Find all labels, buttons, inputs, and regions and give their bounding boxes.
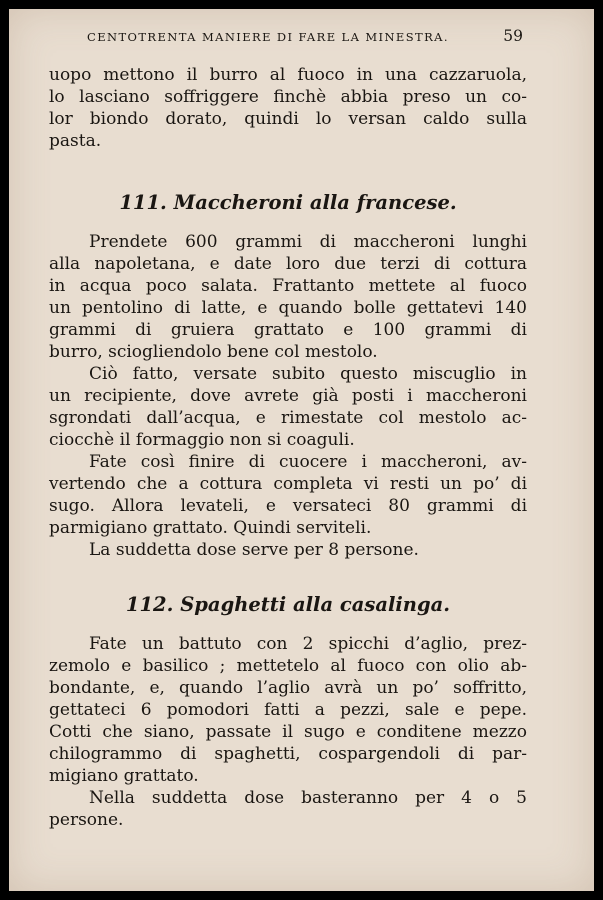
text-line: uopo mettono il burro al fuoco in una cazzaruola, bbox=[49, 65, 527, 85]
recipe-number: 111. bbox=[119, 191, 167, 214]
text-line: Fate così finire di cuocere i maccheroni, av- bbox=[89, 452, 527, 472]
recipe-title: Maccheroni alla francese. bbox=[173, 191, 457, 214]
text-line: in acqua poco salata. Frattanto mettete al fuoco bbox=[49, 276, 527, 296]
text-line: Prendete 600 grammi di maccheroni lunghi bbox=[89, 232, 527, 252]
recipe-paragraph bbox=[49, 231, 527, 363]
text-line: La suddetta dose serve per 8 persone. bbox=[89, 540, 419, 560]
text-line: bondante, e, quando l’aglio avrà un po’ soffritto, bbox=[49, 678, 527, 698]
text-line: gettateci 6 pomodori fatti a pezzi, sale e pepe. bbox=[49, 700, 527, 720]
text-line: lor biondo dorato, quindi lo versan caldo sulla bbox=[49, 109, 527, 129]
book-page bbox=[9, 9, 594, 891]
text-line: vertendo che a cottura completa vi resti un po’ di bbox=[49, 474, 527, 494]
page-number: 59 bbox=[503, 27, 523, 45]
text-line: lo lasciano soffriggere finchè abbia preso un co- bbox=[49, 87, 527, 107]
text-line: zemolo e basilico ; mettetelo al fuoco con olio ab- bbox=[49, 656, 527, 676]
text-line: grammi di gruiera grattato e 100 grammi di bbox=[49, 320, 527, 340]
recipe-paragraph bbox=[49, 539, 527, 561]
recipe-paragraph bbox=[49, 787, 527, 831]
text-line: sugo. Allora levateli, e versateci 80 grammi di bbox=[49, 496, 527, 516]
recipe-heading bbox=[49, 191, 527, 215]
text-line: Cotti che siano, passate il sugo e conditene mezzo bbox=[49, 722, 527, 742]
text-line: migiano grattato. bbox=[49, 766, 199, 786]
recipe-paragraph bbox=[49, 451, 527, 539]
text-line: alla napoletana, e date loro due terzi di cottura bbox=[49, 254, 527, 274]
text-line: sgrondati dall’acqua, e rimestate col mestolo ac- bbox=[49, 408, 527, 428]
page-body bbox=[49, 64, 527, 831]
text-line: Ciò fatto, versate subito questo miscuglio in bbox=[89, 364, 527, 384]
recipe-paragraph bbox=[49, 633, 527, 787]
text-line: chilogrammo di spaghetti, cospargendoli di par- bbox=[49, 744, 527, 764]
text-line: parmigiano grattato. Quindi serviteli. bbox=[49, 518, 372, 538]
recipe-heading bbox=[49, 593, 527, 617]
text-line: ciocchè il formaggio non si coaguli. bbox=[49, 430, 355, 450]
text-line: persone. bbox=[49, 810, 124, 830]
running-header bbox=[87, 27, 523, 45]
text-line: burro, sciogliendolo bene col mestolo. bbox=[49, 342, 378, 362]
intro-paragraph bbox=[49, 64, 527, 152]
text-line: pasta. bbox=[49, 131, 102, 151]
running-title: CENTOTRENTA MANIERE DI FARE LA MINESTRA. bbox=[87, 30, 449, 44]
recipe-paragraph bbox=[49, 363, 527, 451]
text-line: un recipiente, dove avrete già posti i maccheroni bbox=[49, 386, 527, 406]
recipe-number: 112. bbox=[125, 593, 174, 616]
text-line: un pentolino di latte, e quando bolle gettatevi 140 bbox=[49, 298, 527, 318]
recipe-title: Spaghetti alla casalinga. bbox=[180, 593, 451, 616]
text-line: Fate un battuto con 2 spicchi d’aglio, prez- bbox=[89, 634, 527, 654]
text-line: Nella suddetta dose basteranno per 4 o 5 bbox=[89, 788, 527, 808]
